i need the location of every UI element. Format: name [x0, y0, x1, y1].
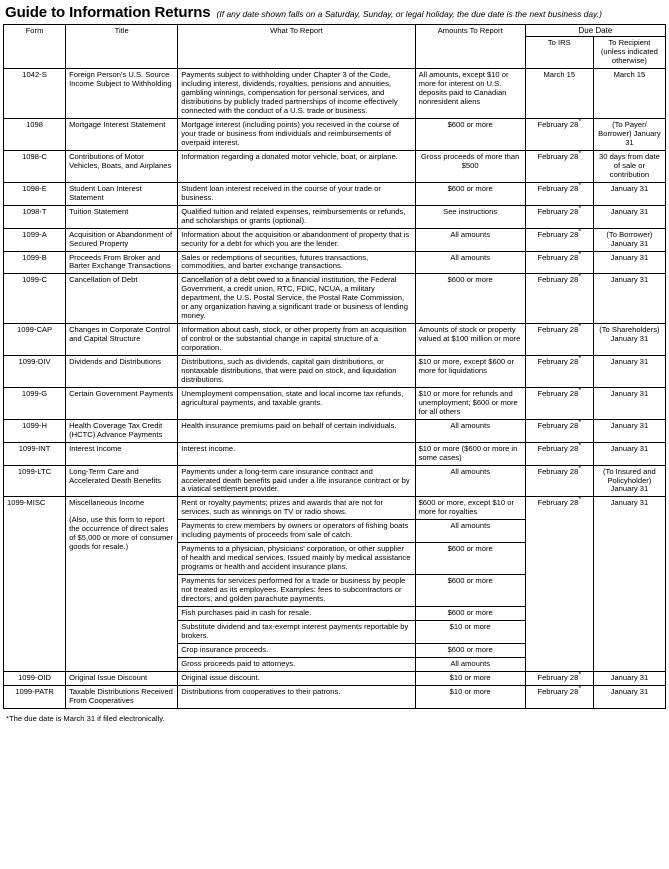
cell-form-misc-value: 1099-MISC — [7, 498, 46, 508]
page-title-note: (If any date shown falls on a Saturday, Sunday, or legal holiday, the due date is the next business day.) — [216, 9, 602, 19]
cell-what: Sales or redemptions of securities, futures transactions, commodities, and barter exchange transactions. — [178, 251, 415, 274]
cell-amounts: $10 or more — [415, 685, 525, 708]
cell-title-misc — [66, 497, 178, 671]
table-row — [4, 205, 666, 228]
cell-form: 1042-S — [4, 69, 66, 119]
cell-irs: February 28* — [525, 324, 593, 356]
header-amounts-to-report: Amounts To Report — [415, 25, 525, 69]
cell-irs: February 28* — [525, 465, 593, 497]
cell-amounts: $600 or more — [415, 643, 525, 657]
information-returns-table — [3, 24, 666, 709]
header-to-recipient: To Recipient (unless indicated otherwise) — [593, 37, 665, 69]
cell-title: Interest Income — [66, 442, 178, 465]
table-row — [4, 442, 666, 465]
cell-recipient: (To Insured and Policyholder) January 31 — [593, 465, 665, 497]
cell-amounts: Amounts of stock or property valued at $100 million or more — [415, 324, 525, 356]
table-row — [4, 182, 666, 205]
cell-irs: February 28* — [525, 387, 593, 419]
cell-title: Student Loan Interest Statement — [66, 182, 178, 205]
cell-form: 1099-A — [4, 228, 66, 251]
table-row-misc — [4, 497, 666, 520]
cell-what: Information about cash, stock, or other property from an acquisition of control or the substantial change in capital structure of a corporation. — [178, 324, 415, 356]
footnote: *The due date is March 31 if filed electronically. — [6, 713, 165, 723]
cell-title: Health Coverage Tax Credit (HCTC) Advance Payments — [66, 419, 178, 442]
cell-recipient: January 31 — [593, 685, 665, 708]
cell-what: Cancellation of a debt owed to a financial institution, the Federal Government, a credit union, RTC, FDIC, NCUA, a military department, the U.S. Postal Service, the Postal Rate Commission, or any organization having a significant trade or business of lending money. — [178, 274, 415, 324]
cell-irs: February 28* — [525, 119, 593, 151]
cell-amounts: $10 or more ($600 or more in some cases) — [415, 442, 525, 465]
cell-irs: February 28* — [525, 150, 593, 182]
cell-form: 1099-B — [4, 251, 66, 274]
cell-form: 1099-H — [4, 419, 66, 442]
table-row — [4, 387, 666, 419]
table-body — [4, 69, 666, 708]
table-row — [4, 465, 666, 497]
cell-title: Taxable Distributions Received From Cooperatives — [66, 685, 178, 708]
cell-irs-misc: February 28* — [525, 497, 593, 671]
cell-form: 1099-CAP — [4, 324, 66, 356]
cell-what: Distributions from cooperatives to their patrons. — [178, 685, 415, 708]
cell-amounts: $600 or more, except $10 or more for royalties — [415, 497, 525, 520]
cell-title-misc-note: (Also, use this form to report the occurrence of direct sales of $5,000 or more of consumer goods for resale.) — [69, 515, 173, 552]
cell-title: Proceeds From Broker and Barter Exchange Transactions — [66, 251, 178, 274]
cell-title: Original Issue Discount — [66, 671, 178, 685]
cell-recipient: 30 days from date of sale or contribution — [593, 150, 665, 182]
cell-recipient: (To Borrower) January 31 — [593, 228, 665, 251]
cell-amounts: $600 or more — [415, 182, 525, 205]
cell-irs: February 28* — [525, 205, 593, 228]
cell-what: Information regarding a donated motor vehicle, boat, or airplane. — [178, 150, 415, 182]
cell-amounts: $600 or more — [415, 575, 525, 607]
table-row — [4, 671, 666, 685]
table-row — [4, 119, 666, 151]
cell-what: Payments to crew members by owners or operators of fishing boats including payments of proceeds from sale of catch. — [178, 520, 415, 543]
cell-what: Gross proceeds paid to attorneys. — [178, 657, 415, 671]
cell-irs: February 28* — [525, 419, 593, 442]
cell-title-misc-main: Miscellaneous Income — [69, 498, 145, 508]
cell-irs: February 28* — [525, 182, 593, 205]
cell-title: Acquisition or Abandonment of Secured Property — [66, 228, 178, 251]
table-row — [4, 419, 666, 442]
cell-irs: February 28* — [525, 442, 593, 465]
cell-title: Cancellation of Debt — [66, 274, 178, 324]
cell-what: Fish purchases paid in cash for resale. — [178, 606, 415, 620]
cell-irs: February 28* — [525, 671, 593, 685]
cell-irs: February 28* — [525, 356, 593, 388]
cell-what: Payments to a physician, physicians' corporation, or other supplier of health and medical services. Issued mainly by medical assistance programs or health and accident insurance plans. — [178, 543, 415, 575]
table-header-row — [4, 25, 666, 37]
cell-amounts: All amounts — [415, 465, 525, 497]
cell-amounts: All amounts — [415, 520, 525, 543]
cell-what: Substitute dividend and tax-exempt interest payments reportable by brokers. — [178, 620, 415, 643]
cell-recipient: (To Payer/ Borrower) January 31 — [593, 119, 665, 151]
cell-amounts: $10 or more — [415, 620, 525, 643]
cell-recipient: January 31 — [593, 419, 665, 442]
cell-title: Tuition Statement — [66, 205, 178, 228]
cell-what: Payments for services performed for a trade or business by people not treated as its employees. Examples: fees to subcontractors or directors, and golden parachute payments. — [178, 575, 415, 607]
cell-amounts: $10 or more for refunds and unemployment; $600 or more for all others — [415, 387, 525, 419]
cell-irs: February 28* — [525, 228, 593, 251]
cell-what: Rent or royalty payments; prizes and awards that are not for services, such as winnings on TV or radio shows. — [178, 497, 415, 520]
cell-what: Distributions, such as dividends, capital gain distributions, or nontaxable distributions, that were paid on stock, and liquidation distributions. — [178, 356, 415, 388]
cell-what: Student loan interest received in the course of your trade or business. — [178, 182, 415, 205]
cell-form-misc — [4, 497, 66, 671]
cell-irs: February 28* — [525, 685, 593, 708]
header-title: Title — [66, 25, 178, 69]
cell-recipient: (To Shareholders) January 31 — [593, 324, 665, 356]
header-form: Form — [4, 25, 66, 69]
cell-form: 1099-C — [4, 274, 66, 324]
cell-title: Foreign Person's U.S. Source Income Subject to Withholding — [66, 69, 178, 119]
cell-recipient: January 31 — [593, 205, 665, 228]
cell-form: 1098-T — [4, 205, 66, 228]
table-row — [4, 324, 666, 356]
table-row — [4, 356, 666, 388]
cell-title: Mortgage Interest Statement — [66, 119, 178, 151]
cell-what: Original issue discount. — [178, 671, 415, 685]
cell-what: Interest income. — [178, 442, 415, 465]
cell-form: 1099-LTC — [4, 465, 66, 497]
cell-recipient: March 15 — [593, 69, 665, 119]
table-row — [4, 69, 666, 119]
cell-amounts: $10 or more — [415, 671, 525, 685]
cell-form: 1098 — [4, 119, 66, 151]
cell-recipient: January 31 — [593, 274, 665, 324]
table-row — [4, 150, 666, 182]
cell-form: 1099-G — [4, 387, 66, 419]
cell-form: 1099-INT — [4, 442, 66, 465]
cell-what: Mortgage interest (including points) you received in the course of your trade or business from individuals and reimbursements of overpaid interest. — [178, 119, 415, 151]
cell-recipient: January 31 — [593, 356, 665, 388]
cell-form: 1099-PATR — [4, 685, 66, 708]
cell-what: Health insurance premiums paid on behalf of certain individuals. — [178, 419, 415, 442]
cell-form: 1099-DIV — [4, 356, 66, 388]
cell-what: Payments under a long-term care insurance contract and accelerated death benefits paid under a life insurance contract or by a viatical settlement provider. — [178, 465, 415, 497]
cell-title: Dividends and Distributions — [66, 356, 178, 388]
header-to-irs: To IRS — [525, 37, 593, 69]
cell-title: Changes in Corporate Control and Capital Structure — [66, 324, 178, 356]
page-title: Guide to Information Returns — [5, 4, 211, 21]
cell-what: Unemployment compensation, state and local income tax refunds, agricultural payments, and taxable grants. — [178, 387, 415, 419]
cell-what: Information about the acquisition or abandonment of property that is security for a debt for which you are the lender. — [178, 228, 415, 251]
header-what-to-report: What To Report — [178, 25, 415, 69]
cell-title: Certain Government Payments — [66, 387, 178, 419]
cell-amounts: $600 or more — [415, 606, 525, 620]
cell-form: 1098-C — [4, 150, 66, 182]
cell-amounts: $10 or more, except $600 or more for liquidations — [415, 356, 525, 388]
cell-amounts: $600 or more — [415, 119, 525, 151]
header-due-date: Due Date — [525, 25, 665, 37]
cell-what: Qualified tuition and related expenses, reimbursements or refunds, and scholarships or grants (optional). — [178, 205, 415, 228]
cell-recipient: January 31 — [593, 182, 665, 205]
cell-irs: February 28* — [525, 251, 593, 274]
cell-recipient: January 31 — [593, 442, 665, 465]
cell-irs: February 28* — [525, 274, 593, 324]
cell-form: 1098-E — [4, 182, 66, 205]
cell-amounts: Gross proceeds of more than $500 — [415, 150, 525, 182]
cell-recipient: January 31 — [593, 671, 665, 685]
table-row — [4, 251, 666, 274]
cell-amounts: $600 or more — [415, 274, 525, 324]
cell-title: Long-Term Care and Accelerated Death Benefits — [66, 465, 178, 497]
cell-recipient: January 31 — [593, 387, 665, 419]
cell-what: Crop insurance proceeds. — [178, 643, 415, 657]
cell-amounts: All amounts — [415, 228, 525, 251]
cell-amounts: All amounts — [415, 419, 525, 442]
cell-amounts: All amounts — [415, 657, 525, 671]
cell-form: 1099-OID — [4, 671, 66, 685]
table-row — [4, 228, 666, 251]
cell-what: Payments subject to withholding under Chapter 3 of the Code, including interest, dividends, royalties, pensions and annuities, gambling winnings, compensation for personal services, and distributions by publicly traded partnerships of income effectively connected with the conduct of a U.S. trade or business. — [178, 69, 415, 119]
cell-recipient: January 31 — [593, 251, 665, 274]
table-row — [4, 274, 666, 324]
cell-amounts: See instructions — [415, 205, 525, 228]
cell-amounts: All amounts — [415, 251, 525, 274]
table-row — [4, 685, 666, 708]
cell-recipient-misc: January 31 — [593, 497, 665, 671]
cell-title: Contributions of Motor Vehicles, Boats, and Airplanes — [66, 150, 178, 182]
document-header — [3, 4, 666, 24]
cell-amounts: All amounts, except $10 or more for interest on U.S. deposits paid to Canadian nonresident aliens — [415, 69, 525, 119]
cell-irs: March 15 — [525, 69, 593, 119]
cell-amounts: $600 or more — [415, 543, 525, 575]
